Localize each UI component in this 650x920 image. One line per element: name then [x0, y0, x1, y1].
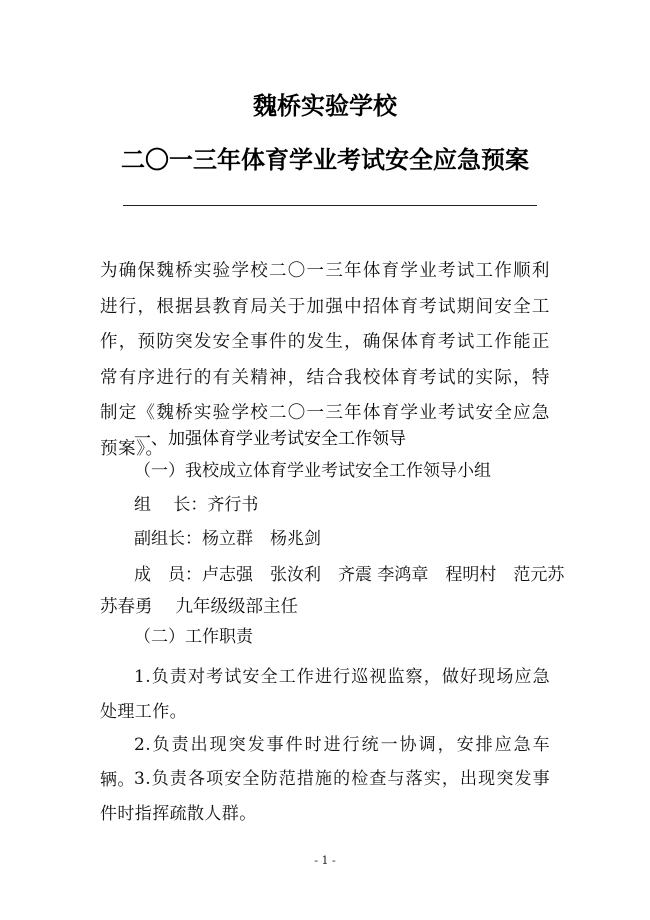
duty-item-3: 3.负责各项安全防范措施的检查与落实，出现突发事件时指挥疏散人群。 [100, 769, 550, 824]
leader-label: 组 长： [134, 495, 208, 515]
intro-paragraph: 为确保魏桥实验学校二〇一三年体育学业考试工作顺利进行，根据县教育局关于加强中招体育考试期间安全工作，预防突发安全事件的发生，确保体育考试工作能正常有序进行的有关精神，结合我校体育考试的实际，特制定《魏桥实验学校二〇一三年体育学业考试安全应急预案》。 [100, 261, 550, 459]
members-row [134, 560, 564, 590]
members-line-1: 卢志强 张汝利 齐震 李鸿章 程明村 范元苏 [202, 565, 565, 585]
deputy-label: 副组长： [134, 529, 202, 549]
page-number: - 1 - [314, 854, 336, 867]
members-label: 成 员： [134, 565, 202, 585]
title-divider [123, 205, 537, 206]
leader-row [134, 490, 258, 520]
subsection-2-heading: （二）工作职责 [134, 627, 253, 647]
deputy-row [134, 524, 321, 554]
section-1-heading: 一、加强体育学业考试安全工作领导 [134, 429, 406, 449]
deputy-names: 杨立群 杨兆剑 [202, 529, 321, 549]
leader-name: 齐行书 [207, 495, 259, 515]
duty-item-2: 2.负责出现突发事件时进行统一协调，安排应急车辆。 [100, 735, 550, 790]
school-title: 魏桥实验学校 [253, 92, 397, 120]
subsection-1-heading: （一）我校成立体育学业考试安全工作领导小组 [134, 461, 491, 481]
plan-title: 二〇一三年体育学业考试安全应急预案 [121, 146, 529, 174]
duty-item-1: 1.负责对考试安全工作进行巡视监察，做好现场应急处理工作。 [100, 667, 550, 722]
members-line-2: 苏春勇 九年级级部主任 [100, 597, 299, 617]
